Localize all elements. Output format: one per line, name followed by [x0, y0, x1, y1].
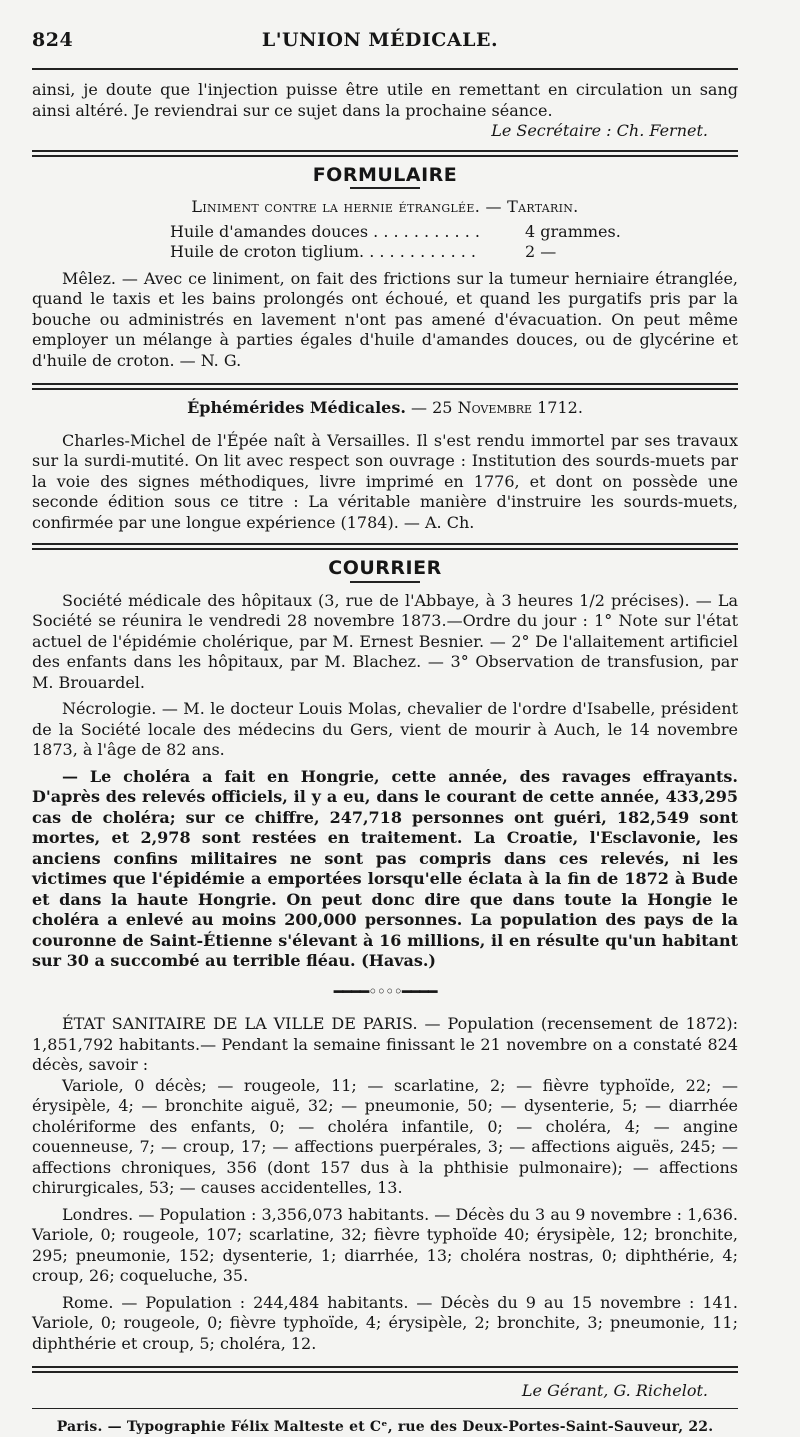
necrologie-notice: Nécrologie. — M. le docteur Louis Molas, chevalier de l'ordre d'Isabelle, président de la Société locale des médecins du Gers, vient de mourir à Auch, le 14 novembre 1873, à l'âge de 82 ans.	[32, 699, 738, 761]
formulaire-body: Mêlez. — Avec ce liniment, on fait des frictions sur la tumeur herniaire étranglée, quand le taxis et les bains prolongés ont échoué, et quand les purgatifs pris par la bouche ou administrés en lavement n'ont pas amené d'évacuation. On peut même employer un mélange à parties égales d'huile d'amandes douces, ou de glycérine et d'huile de croton. — N. G.	[32, 269, 738, 372]
ingredient-row	[32, 242, 630, 263]
rome-report: Rome. — Population : 244,484 habitants. — Décès du 9 au 15 novembre : 141. Variole, 0; rougeole, 0; fièvre typhoïde, 4; érysipèle, 2; bronchite, 3; pneumonie, 11; diphthérie et croup, 5; choléra, 12.	[32, 1293, 738, 1355]
footer-rule	[32, 1408, 738, 1409]
page-number: 824	[32, 30, 102, 51]
ingredient-row	[32, 222, 630, 243]
section-divider	[32, 150, 738, 157]
journal-title: L'UNION MÉDICALE.	[102, 30, 738, 51]
section-divider	[32, 383, 738, 390]
secretary-signature: Le Secrétaire : Ch. Fernet.	[32, 121, 738, 142]
cholera-notice: — Le choléra a fait en Hongrie, cette année, des ravages effrayants. D'après des relevés officiels, il y a eu, dans le courant de cette année, 433,295 cas de choléra; sur ce chiffre, 247,718 personnes ont guéri, 182,549 sont mortes, et 2,978 sont restées en traitement. La Croatie, l'Esclavonie, les anciens confins militaires ne sont pas compris dans ces relevés, ni les victimes que l'épidémie a emportées lorsqu'elle éclata à la fin de 1872 à Bude et dans la haute Hongrie. On peut donc dire que dans toute la Hongie le choléra a enlevé au moins 200,000 personnes. La population des pays de la couronne de Saint-Étienne s'élevant à 16 millions, il en résulte qu'un habitant sur 30 a succombé au terrible fléau. (Havas.)	[32, 767, 738, 972]
footer-divider	[32, 1366, 738, 1373]
header-rule	[32, 68, 738, 70]
recipe-title: Liniment contre la hernie étranglée. — Tartarin.	[32, 197, 738, 218]
paris-details: Variole, 0 décès; — rougeole, 11; — scarlatine, 2; — fièvre typhoïde, 22; — érysipèle, 4; — bronchite aiguë, 32; — pneumonie, 50; — dysenterie, 5; — diarrhée cholériforme des enfants, 0; — choléra infantile, 0; — choléra, 4; — angine couenneuse, 7; — croup, 17; — affections puerpérales, 3; — affections aiguës, 245; — affections chroniques, 356 (dont 157 dus à la phthisie pulmonaire); — affections chirurgicales, 53; — causes accidentelles, 13.	[32, 1076, 738, 1199]
ephemerides-date: — 25 Novembre 1712.	[411, 398, 583, 417]
ornament-divider: ━━━━◦◦◦◦━━━━	[32, 982, 738, 1003]
ephemerides-body: Charles-Michel de l'Épée naît à Versailles. Il s'est rendu immortel par ses travaux sur la surdi-mutité. On lit avec respect son ouvrage : Institution des sourds-muets par la voie des signes méthodiques, livre imprimé en 1776, et dont on possède une seconde édition sous ce titre : La véritable manière d'instruire les sourds-muets, confirmée par une longue expérience (1784). — A. Ch.	[32, 431, 738, 534]
courrier-title: COURRIER	[32, 558, 738, 579]
title-underline	[350, 187, 420, 189]
paris-intro: ÉTAT SANITAIRE DE LA VILLE DE PARIS. — Population (recensement de 1872): 1,851,792 habitants.— Pendant la semaine finissant le 21 novembre on a constaté 824 décès, savoir :	[32, 1014, 738, 1076]
ingredient-name: Huile d'amandes douces . . . . . . . . . . .	[170, 222, 525, 243]
ingredient-name: Huile de croton tiglium. . . . . . . . . . . .	[170, 242, 525, 263]
ingredient-qty: 4 grammes.	[525, 222, 630, 243]
ephemerides-heading	[32, 398, 738, 419]
printer-imprint: Paris. — Typographie Félix Malteste et Cᵉ, rue des Deux-Portes-Saint-Sauveur, 22.	[32, 1417, 738, 1437]
societe-notice: Société médicale des hôpitaux (3, rue de l'Abbaye, à 3 heures 1/2 précises). — La Société se réunira le vendredi 28 novembre 1873.—Ordre du jour : 1° Note sur l'état actuel de l'épidémie cholérique, par M. Ernest Besnier. — 2° De l'allaitement artificiel des enfants dans les hôpitaux, par M. Blachez. — 3° Observation de transfusion, par M. Brouardel.	[32, 591, 738, 694]
ephemerides-title: Éphémérides Médicales.	[187, 398, 406, 417]
title-underline	[350, 581, 420, 583]
running-head	[32, 30, 738, 54]
section-divider	[32, 543, 738, 550]
londres-report: Londres. — Population : 3,356,073 habitants. — Décès du 3 au 9 novembre : 1,636. Variole, 0; rougeole, 107; scarlatine, 32; fièvre typhoïde 40; érysipèle, 12; bronchite, 295; pneumonie, 152; dysenterie, 1; diarrhée, 13; choléra nostras, 0; diphthérie, 4; croup, 26; coqueluche, 35.	[32, 1205, 738, 1287]
gerant-signature: Le Gérant, G. Richelot.	[32, 1381, 738, 1402]
continuation-text: ainsi, je doute que l'injection puisse être utile en remettant en circulation un sang ainsi altéré. Je reviendrai sur ce sujet dans la prochaine séance.	[32, 80, 738, 121]
formulaire-title: FORMULAIRE	[32, 165, 738, 186]
ingredient-qty: 2 —	[525, 242, 630, 263]
